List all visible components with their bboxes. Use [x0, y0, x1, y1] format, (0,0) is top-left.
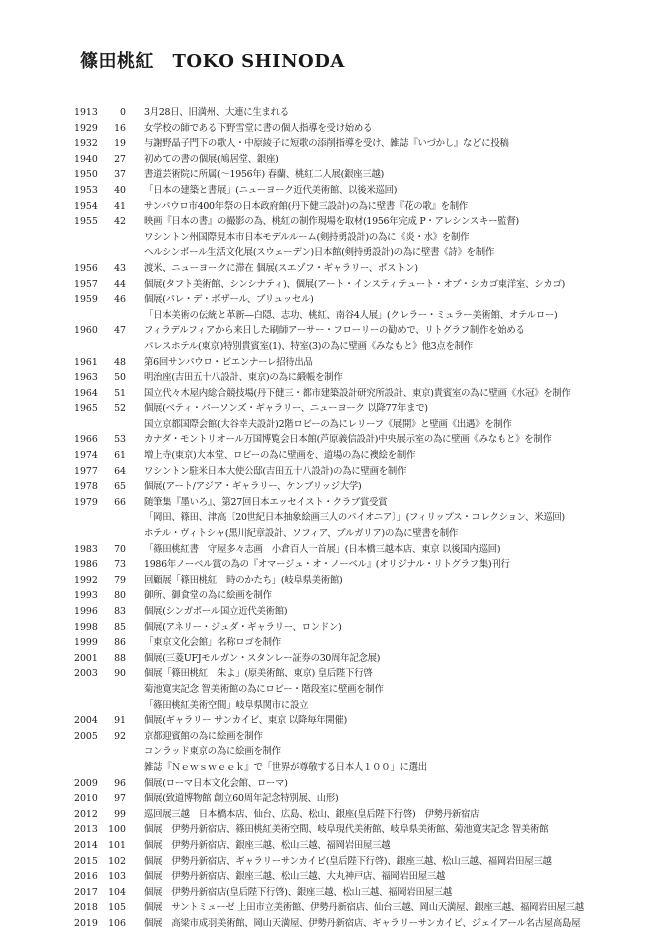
event-cell: 御所、御食堂の為に絵画を制作: [144, 590, 272, 602]
chronology-row: [74, 776, 664, 792]
age-cell: 40: [114, 184, 126, 196]
event-cell: ヘルシンボール生活文化展(スウェーデン)日本館(剣持勇設計)の為に壁書《詩》を制作: [144, 247, 495, 259]
year-cell: 2003: [74, 668, 98, 680]
event-cell: 個展 サントミューゼ 上田市立美術館、伊勢丹新宿店、仙台三越、岡山天満屋、銀座三越、福岡岩田屋三越: [144, 902, 584, 914]
chronology-row: [74, 822, 664, 838]
chronology-row: [74, 807, 664, 823]
age-cell: 43: [114, 262, 126, 274]
chronology-row: [74, 588, 664, 604]
year-cell: 1960: [74, 325, 98, 337]
chronology-row: [74, 729, 664, 745]
event-cell: 個展(アート/アジア・ギャラリー、ケンブリッジ大学): [144, 481, 362, 493]
chronology-row: [74, 152, 664, 168]
age-cell: 65: [114, 481, 126, 493]
chronology-row: [74, 651, 664, 667]
event-cell: カナダ・モントリオール万国博覧会日本館(芦原義信設計)中央展示室の為に壁画《みなもと》を制作: [144, 434, 552, 446]
chronology-row: [74, 885, 664, 901]
event-cell: 個展 伊勢丹新宿店、銀座三越、松山三越、大丸神戸店、福岡岩田屋三越: [144, 871, 446, 883]
chronology-row: [74, 666, 664, 682]
year-cell: 1940: [74, 153, 98, 165]
year-cell: 1961: [74, 356, 98, 368]
chronology-row: [74, 323, 664, 339]
year-cell: 2019: [74, 917, 98, 929]
event-cell: 随筆集『墨いろ』、第27回日本エッセイスト・クラブ賞受賞: [144, 496, 388, 508]
event-cell: 国立京都国際会館(大谷幸夫設計)2階ロビーの為にレリーフ《展開》と壁画《出遇》を制作: [144, 418, 512, 430]
event-cell: 個展(シンガポール国立近代美術館): [144, 606, 288, 617]
age-cell: 52: [114, 403, 126, 415]
year-cell: 1963: [74, 372, 98, 384]
event-cell: 個展(三菱UFJモルガン・スタンレー証券の30周年記念展): [144, 652, 381, 664]
age-cell: 105: [108, 902, 126, 914]
year-cell: 1966: [74, 434, 98, 446]
age-cell: 102: [108, 855, 126, 867]
age-cell: 16: [114, 122, 126, 134]
chronology-row: [74, 183, 664, 199]
event-cell: 個展 伊勢丹新宿店(皇后陛下行啓)、銀座三越、松山三越、福岡岩田屋三越: [144, 886, 452, 898]
age-cell: 46: [114, 294, 126, 306]
chronology-row: [74, 355, 664, 371]
chronology-row: [74, 167, 664, 183]
age-cell: 73: [114, 559, 126, 571]
event-cell: フィラデルフィアから来日した刷師アーサー・フローリーの勧めで、リトグラフ制作を始める: [144, 325, 525, 337]
chronology-row: [74, 105, 664, 121]
chronology-row: [74, 277, 664, 293]
event-cell: 個展(ベティ・パーソンズ・ギャラリー、ニューヨーク 以降77年まで): [144, 403, 428, 415]
event-cell: 個展(パレ・デ・ボザール、ブリュッセル): [144, 294, 314, 306]
age-cell: 41: [114, 200, 126, 212]
year-cell: 1957: [74, 278, 98, 290]
age-cell: 37: [114, 169, 126, 181]
chronology-row: [74, 448, 664, 464]
chronology-row: [74, 542, 664, 558]
chronology-row: [74, 573, 664, 589]
event-cell: 3月28日、旧満州、大連に生まれる: [144, 107, 289, 118]
age-cell: 100: [108, 824, 126, 836]
chronology-row: [74, 604, 664, 620]
page-title: 篠田桃紅 TOKO SHINODA: [80, 51, 345, 72]
chronology-row: [74, 916, 664, 932]
chronology-row: [74, 230, 664, 246]
year-cell: 1956: [74, 262, 98, 274]
age-cell: 51: [114, 387, 126, 399]
year-cell: 1932: [74, 138, 98, 150]
year-cell: 2004: [74, 715, 98, 727]
year-cell: 1955: [74, 216, 98, 228]
age-cell: 0: [120, 107, 126, 118]
year-cell: 1950: [74, 169, 98, 181]
chronology-list: [74, 105, 664, 931]
event-cell: 個展(ギャラリー サンカイビ、東京 以降毎年開催): [144, 715, 348, 727]
age-cell: 90: [114, 668, 126, 680]
age-cell: 66: [114, 496, 126, 508]
year-cell: 2016: [74, 871, 98, 883]
age-cell: 61: [114, 450, 126, 462]
year-cell: 1978: [74, 481, 98, 493]
event-cell: 「東京文化会館」名称ロゴを制作: [144, 637, 281, 649]
chronology-row: [74, 479, 664, 495]
chronology-row: [74, 199, 664, 215]
chronology-row: [74, 682, 664, 698]
year-cell: 1953: [74, 184, 98, 196]
year-cell: 1999: [74, 637, 98, 649]
chronology-row: [74, 401, 664, 417]
age-cell: 88: [114, 652, 126, 664]
event-cell: 京都迎賓館の為に絵画を制作: [144, 730, 263, 742]
age-cell: 106: [108, 917, 126, 929]
chronology-row: [74, 370, 664, 386]
year-cell: 1964: [74, 387, 98, 399]
chronology-row: [74, 136, 664, 152]
chronology-row: [74, 386, 664, 402]
year-cell: 1974: [74, 450, 98, 462]
chronology-row: [74, 308, 664, 324]
chronology-row: [74, 635, 664, 651]
year-cell: 1998: [74, 621, 98, 633]
year-cell: 1954: [74, 200, 98, 212]
event-cell: 個展「篠田桃紅 朱よ」(原美術館、東京) 皇后陛下行啓: [144, 668, 373, 680]
year-cell: 2009: [74, 777, 98, 789]
event-cell: 個展 伊勢丹新宿店、銀座三越、松山三越、福岡岩田屋三越: [144, 839, 391, 851]
event-cell: 渡米、ニューヨークに滞在 個展(スエゾフ・ギャラリー、ボストン): [144, 262, 418, 274]
year-cell: 2005: [74, 730, 98, 742]
year-cell: 1965: [74, 403, 98, 415]
age-cell: 91: [114, 715, 126, 727]
year-cell: 2012: [74, 808, 98, 820]
event-cell: パレスホテル(東京)特別貴賓室(1)、特室(3)の為に壁画《みなもと》他3点を制作: [144, 340, 473, 352]
event-cell: 初めての書の個展(鳩居堂、銀座): [144, 153, 279, 165]
event-cell: 書道芸術院に所属(〜1956年) 春蘭、桃紅二人展(銀座三越): [144, 169, 384, 181]
age-cell: 80: [114, 590, 126, 602]
chronology-row: [74, 245, 664, 261]
age-cell: 83: [114, 606, 126, 617]
age-cell: 70: [114, 543, 126, 555]
year-cell: 1959: [74, 294, 98, 306]
chronology-row: [74, 838, 664, 854]
event-cell: 個展(致道博物館 創立60周年記念特別展、山形): [144, 793, 339, 805]
event-cell: 第6回サンパウロ・ビエンナーレ招待出品: [144, 356, 313, 368]
year-cell: 2017: [74, 886, 98, 898]
year-cell: 2014: [74, 839, 98, 851]
year-cell: 1929: [74, 122, 98, 134]
year-cell: 1983: [74, 543, 98, 555]
event-cell: 個展 伊勢丹新宿店、篠田桃紅美術空間、岐阜現代美術館、岐阜県美術館、菊池寛実記念 智美術館: [144, 824, 549, 836]
event-cell: ホテル・ヴィトシャ(黒川紀章設計、ソフィア、ブルガリア)の為に壁書を制作: [144, 528, 458, 540]
year-cell: 2018: [74, 902, 98, 914]
event-cell: 個展 高梁市成羽美術館、岡山天満屋、伊勢丹新宿店、ギャラリーサンカイビ、ジェイアール名古屋高島屋: [144, 917, 581, 929]
year-cell: 1992: [74, 574, 98, 586]
chronology-row: [74, 760, 664, 776]
age-cell: 50: [114, 372, 126, 384]
event-cell: 個展(アネリー・ジュダ・ギャラリー、ロンドン): [144, 621, 342, 633]
chronology-row: [74, 526, 664, 542]
event-cell: 「日本の建築と書展」(ニューヨーク近代美術館、以後米巡回): [144, 184, 398, 196]
year-cell: 2015: [74, 855, 98, 867]
event-cell: 個展(ローマ日本文化会館、ローマ): [144, 777, 288, 789]
age-cell: 101: [108, 839, 126, 851]
age-cell: 103: [108, 871, 126, 883]
event-cell: 国立代々木屋内総合競技場(丹下健三・都市建築設計研究所設計、東京)貴賓室の為に壁画《水冠》を制作: [144, 387, 571, 399]
event-cell: 「篠田桃紅書 守屋多々志画 小倉百人一首展」(日本橋三越本店、東京 以後国内巡回): [144, 543, 501, 555]
event-cell: 菊池寛実記念 智美術館の為にロビー・階段室に壁画を制作: [144, 683, 384, 695]
chronology-row: [74, 620, 664, 636]
chronology-row: [74, 791, 664, 807]
event-cell: コンラッド東京の為に絵画を制作: [144, 746, 281, 758]
chronology-row: [74, 854, 664, 870]
year-cell: 1996: [74, 606, 98, 617]
year-cell: 1979: [74, 496, 98, 508]
year-cell: 1993: [74, 590, 98, 602]
chronology-row: [74, 900, 664, 916]
event-cell: 1986年ノーベル賞の為の『オマージュ・オ・ノーベル』(オリジナル・リトグラフ集)刊行: [144, 559, 510, 571]
age-cell: 27: [114, 153, 126, 165]
event-cell: 雑誌『Ｎｅｗｓｗｅｅｋ』で「世界が尊敬する日本人１００」に選出: [144, 761, 427, 773]
age-cell: 53: [114, 434, 126, 446]
age-cell: 99: [114, 808, 126, 820]
chronology-row: [74, 292, 664, 308]
year-cell: 2001: [74, 652, 98, 664]
age-cell: 19: [114, 138, 126, 150]
event-cell: ワシントン駐米日本大使公邸(吉田五十八設計)の為に壁画を制作: [144, 465, 407, 477]
event-cell: 明治座(吉田五十八設計、東京)の為に緞帳を制作: [144, 372, 343, 384]
event-cell: 個展(タフト美術館、シンシナティ)、個展(アート・インスティテュート・オブ・シカゴ東洋室、シカゴ): [144, 278, 565, 290]
event-cell: 個展 伊勢丹新宿店、ギャラリーサンカイビ(皇后陛下行啓)、銀座三越、松山三越、福岡岩田屋三越: [144, 855, 552, 867]
chronology-row: [74, 339, 664, 355]
chronology-row: [74, 713, 664, 729]
event-cell: サンパウロ市400年祭の日本政府館(丹下健三設計)の為に壁書『花の歌』を制作: [144, 200, 468, 212]
year-cell: 2010: [74, 793, 98, 805]
event-cell: 増上寺(東京)大本堂、ロビーの為に壁画を、道場の為に襖絵を制作: [144, 450, 416, 462]
year-cell: 1977: [74, 465, 98, 477]
chronology-row: [74, 744, 664, 760]
event-cell: 「岡田、篠田、津高〔20世紀日本抽象絵画三人のパイオニア〕」(フィリップス・コレクション、米巡回): [144, 512, 565, 524]
year-cell: 2013: [74, 824, 98, 836]
event-cell: 映画『日本の書』の撮影の為、桃紅の制作現場を取材(1956年完成 P・アレシンスキー監督): [144, 216, 519, 228]
chronology-row: [74, 432, 664, 448]
event-cell: ワシントン州国際見本市日本モデルルーム(剣持勇設計)の為に《炎・水》を制作: [144, 231, 470, 243]
age-cell: 96: [114, 777, 126, 789]
age-cell: 47: [114, 325, 126, 337]
event-cell: 「篠田桃紅美術空間」岐阜県関市に設立: [144, 699, 309, 711]
chronology-row: [74, 869, 664, 885]
age-cell: 44: [114, 278, 126, 290]
event-cell: 与謝野晶子門下の歌人・中原綾子に短歌の添削指導を受け、雑誌『いづかし』などに投稿: [144, 138, 509, 150]
age-cell: 92: [114, 730, 126, 742]
chronology-row: [74, 417, 664, 433]
chronology-row: [74, 557, 664, 573]
chronology-row: [74, 214, 664, 230]
event-cell: 回顧展「篠田桃紅 時のかたち」(岐阜県美術館): [144, 574, 343, 586]
chronology-row: [74, 510, 664, 526]
age-cell: 97: [114, 793, 126, 805]
chronology-row: [74, 495, 664, 511]
age-cell: 86: [114, 637, 126, 649]
age-cell: 42: [114, 216, 126, 228]
age-cell: 64: [114, 465, 126, 477]
chronology-row: [74, 121, 664, 137]
year-cell: 1913: [74, 107, 98, 118]
event-cell: 巡回展三越 日本橋本店、仙台、広島、松山、銀座(皇后陛下行啓) 伊勢丹新宿店: [144, 808, 480, 820]
age-cell: 85: [114, 621, 126, 633]
age-cell: 79: [114, 574, 126, 586]
event-cell: 女学校の師である下野雪堂に書の個人指導を受け始める: [144, 122, 373, 134]
chronology-row: [74, 261, 664, 277]
year-cell: 1986: [74, 559, 98, 571]
chronology-row: [74, 698, 664, 714]
chronology-row: [74, 464, 664, 480]
event-cell: 「日本美術の伝統と革新―白隠、志功、桃紅、南谷4人展」(クレラー・ミュラー美術館、オテルロー): [144, 309, 558, 321]
age-cell: 48: [114, 356, 126, 368]
age-cell: 104: [108, 886, 126, 898]
